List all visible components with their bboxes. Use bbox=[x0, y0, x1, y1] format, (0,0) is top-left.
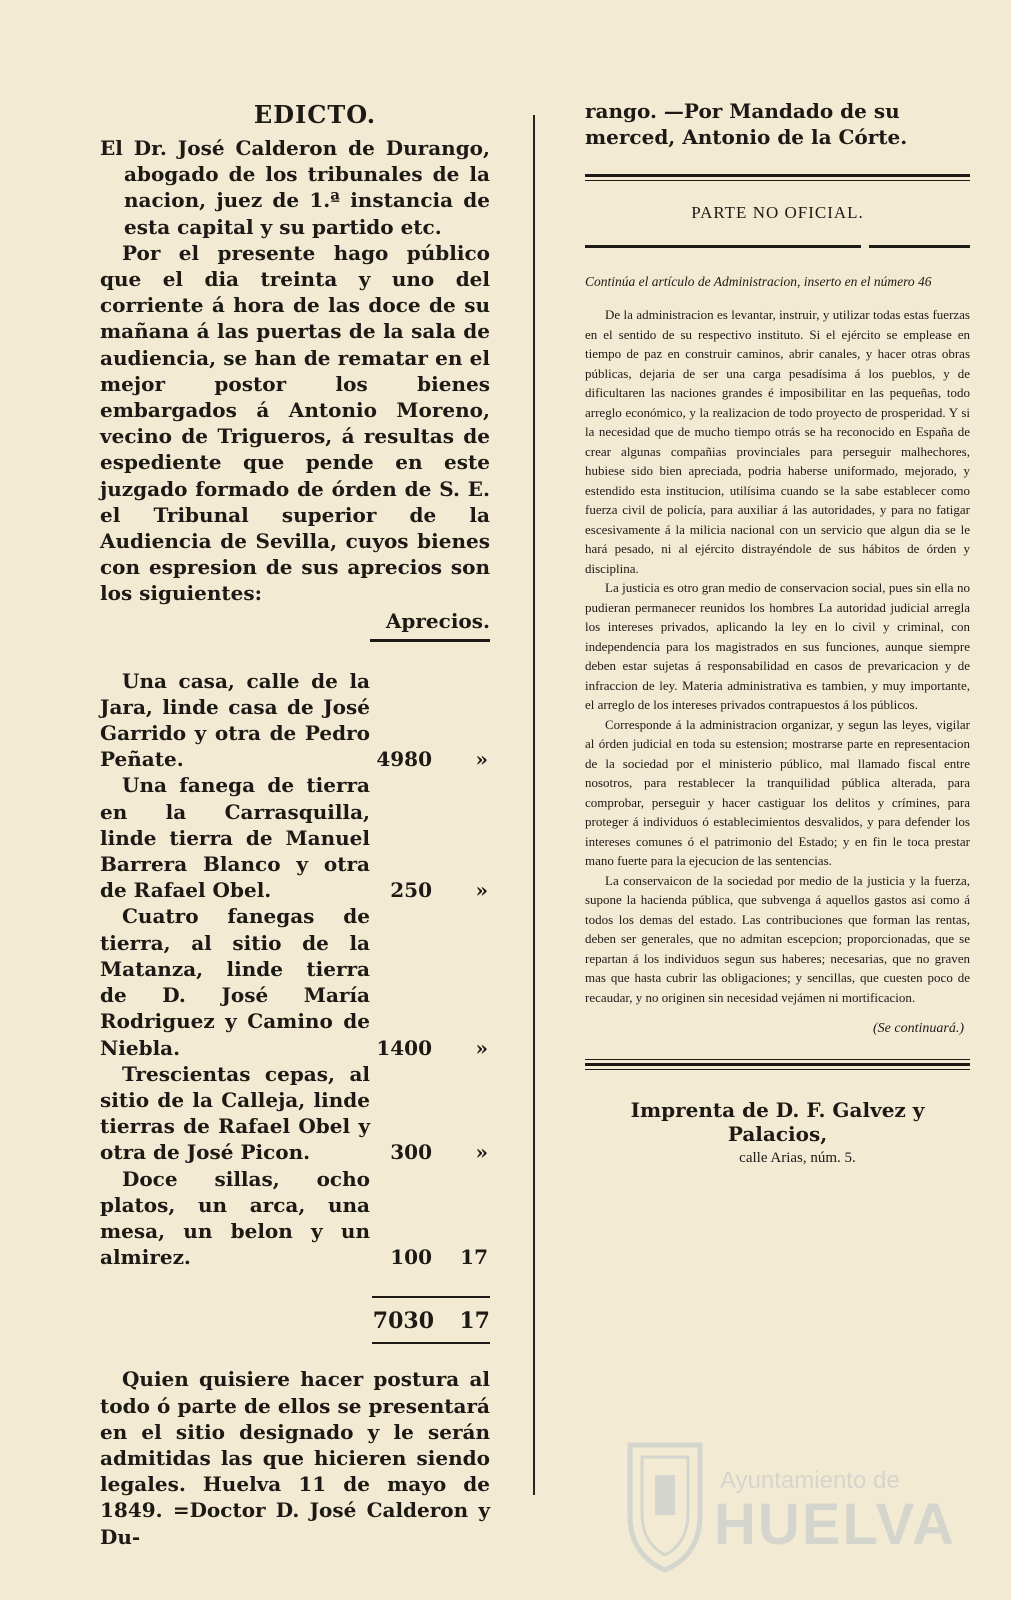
item-cents: » bbox=[475, 1035, 488, 1060]
footer-rule bbox=[585, 1069, 970, 1070]
edict-continuation: rango. —Por Mandado de su merced, Antonio de la Córte. bbox=[585, 99, 908, 149]
article-paragraph: Corresponde á la administracion organizar, y segun las leyes, vigilar al órden judicial en toda su estension; mostrarse parte en representacion de la sociedad por el ministerio público, mal llamado fiscal entre nosotros, para restablecer la tranquilidad pública alterada, para comprobar, perseguir y hacer castiguar los delitos y crímines, para proteger á individuos ó establecimientos desvalidos, y para defender los intereses comunes ó el patrimonio del Estado; y en fin le toca prestar mano fuerte para la ejecucion de las sentencias. bbox=[585, 716, 970, 868]
item-description: Trescientas cepas, al sitio de la Calleja, linde tierras de Rafael Obel y otra de José Picon. bbox=[100, 1061, 370, 1165]
item-amount: 4980 bbox=[376, 747, 432, 772]
section-title: PARTE NO OFICIAL. bbox=[691, 203, 864, 222]
watermark-line2: HUELVA bbox=[714, 1492, 956, 1557]
total-cents: 17 bbox=[459, 1308, 490, 1335]
list-item bbox=[100, 772, 490, 903]
total-rule-top bbox=[372, 1296, 490, 1298]
article-paragraph: De la administracion es levantar, instruir, y utilizar todas estas fuerzas en el sentido de su respectivo instituto. Si el ejército se emplease en tiempo de paz en construir caminos, abrir canales, y hacer otras obras públicas, dejaria de ser una carga pesadísima á los pueblos, y de dificultaren las naciones grandes é imposibilitar en las pequeñas, todo arreglo económico, y la realizacion de todo proyecto de prosperidad. Y si la necesidad que de mucho tiempo otrás se ha reconocido en España de crear algunas compañias provinciales para perseguir malhechores, hubiese sido bien apreciada, podria haberse uniformado, mejorado, y estendido esta institucion, utilísima cuando se la sabe establecer como fuerza civil de policía, para auxiliar á las autoridades, y para no fatigar escesivamente á la milicia nacional con un servicio que algun dia se le hará pesado, ni al ejército distrayéndole de sus hábitos de órden y disciplina. bbox=[585, 307, 970, 576]
section-rule-bottom bbox=[585, 245, 970, 248]
article-column bbox=[585, 98, 970, 1167]
list-item bbox=[100, 668, 490, 773]
item-cents: » bbox=[475, 747, 488, 772]
column-divider bbox=[533, 115, 535, 1495]
total-row bbox=[100, 1308, 490, 1334]
item-description: Doce sillas, ocho platos, un arca, una mesa, un belon y un almirez. bbox=[100, 1166, 370, 1270]
article-heading: Continúa el artículo de Administracion, inserto en el número 46 bbox=[585, 274, 932, 289]
to-be-continued: (Se continuará.) bbox=[873, 1021, 964, 1036]
rule-segment bbox=[585, 245, 861, 248]
item-cents: » bbox=[475, 878, 488, 903]
printer-address: calle Arias, núm. 5. bbox=[739, 1150, 856, 1166]
item-cents: » bbox=[475, 1140, 488, 1165]
edict-closing: Quien quisiere hacer postura al todo ó parte de ellos se presentará en el sitio designado y le serán admitidas las que hicieren siendo legales. Huelva 11 de mayo de 1849. =Doctor D. José Calderon y Du- bbox=[100, 1367, 490, 1549]
archive-watermark bbox=[610, 1425, 956, 1585]
edict-body: Por el presente hago público que el dia treinta y uno del corriente á hora de las doce de su mañana á las puertas de la sala de audiencia, se han de rematar en el mejor postor los bienes embargados á Antonio Moreno, vecino de Trigueros, á resultas de espediente que pende en este juzgado formado de órden de S. E. el Tribunal superior de la Audiencia de Sevilla, cuyos bienes con espresion de sus aprecios son los siguientes: bbox=[100, 240, 490, 606]
coat-of-arms-icon bbox=[620, 1435, 710, 1575]
section-rule-top bbox=[585, 174, 970, 177]
edict-intro: El Dr. José Calderon de Durango, abogado de los tribunales de la nacion, juez de 1.ª instancia de esta capital y su partido etc. bbox=[100, 136, 490, 239]
total-rule-bottom bbox=[372, 1342, 490, 1344]
items-list bbox=[100, 668, 490, 1271]
list-item bbox=[100, 1061, 490, 1166]
item-amount: 250 bbox=[390, 878, 432, 903]
item-amount: 1400 bbox=[376, 1035, 432, 1060]
printer-name: Imprenta de D. F. Galvez y Palacios, bbox=[630, 1098, 925, 1146]
item-amount: 300 bbox=[390, 1140, 432, 1165]
item-amount: 100 bbox=[390, 1245, 432, 1270]
article-paragraph: La justicia es otro gran medio de conservacion social, pues sin ella no pudieran permanecer reunidos los hombres La autoridad judicial arregla los intereses privados, aplicando la ley en lo civil y criminal, con independencia para los magistrados en sus funciones, aunque siempre deben estar sujetas á responsabilidad en casos de prevaricacion y de infraccion de ley. Materia administrativa es tambien, y muy importante, el arreglo de los intereses privados contrapuestos á los públicos. bbox=[585, 580, 970, 712]
total-amount: 7030 bbox=[372, 1308, 434, 1335]
item-cents: 17 bbox=[460, 1245, 488, 1270]
list-item bbox=[100, 903, 490, 1060]
edict-column bbox=[100, 100, 490, 1550]
list-item bbox=[100, 1166, 490, 1271]
footer-rule bbox=[585, 1059, 970, 1060]
watermark-line1: Ayuntamiento de bbox=[720, 1467, 900, 1494]
article-paragraph: La conservaicon de la sociedad por medio de la justicia y la fuerza, supone la hacienda pública, que subvenga á aquellos gastos asi como á todos los demas del estado. Las contribuciones que forman las rentas, deben ser generales, que no admitan escepcion; proporcionadas, que se repartan á los individuos segun sus haberes; necesarias, que no graven mas que hasta cubrir las obligaciones; y sencillas, que cuesten poco de recaudar, y no originen sin necesidad vejámen ni mortificacion. bbox=[585, 872, 970, 1005]
footer-rule bbox=[585, 1063, 970, 1066]
section-rule-top-thin bbox=[585, 180, 970, 181]
item-description: Cuatro fanegas de tierra, al sitio de la Matanza, linde tierra de D. José María Rodriguez y Camino de Niebla. bbox=[100, 904, 370, 1060]
aprecios-rule bbox=[370, 639, 490, 642]
item-description: Una casa, calle de la Jara, linde casa de José Garrido y otra de Pedro Peñate. bbox=[100, 668, 370, 772]
rule-segment bbox=[869, 245, 970, 248]
edict-title: EDICTO. bbox=[253, 100, 377, 129]
aprecios-label: Aprecios. bbox=[385, 608, 490, 633]
item-description: Una fanega de tierra en la Carrasquilla, linde tierra de Manuel Barrera Blanco y otra de Rafael Obel. bbox=[100, 773, 370, 903]
